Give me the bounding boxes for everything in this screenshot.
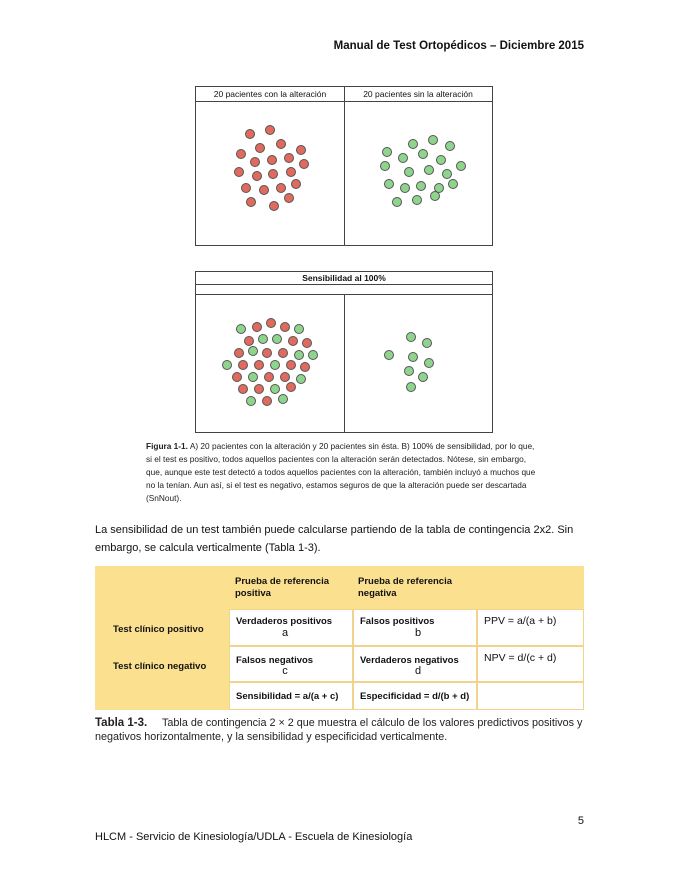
red-dot	[265, 125, 275, 135]
dot	[248, 346, 258, 356]
red-dot	[246, 197, 256, 207]
dot	[286, 360, 296, 370]
green-dot	[382, 147, 392, 157]
green-dot	[448, 179, 458, 189]
red-dot	[299, 159, 309, 169]
green-dot	[418, 149, 428, 159]
dot	[266, 318, 276, 328]
figure-a	[195, 86, 493, 246]
dot	[406, 382, 416, 392]
cell-vn	[353, 646, 477, 682]
dot	[278, 394, 288, 404]
dot	[262, 348, 272, 358]
cell-sensibilidad: Sensibilidad = a/(a + c)	[229, 682, 353, 710]
red-dot	[255, 143, 265, 153]
dot	[286, 382, 296, 392]
dot	[422, 338, 432, 348]
dot	[264, 372, 274, 382]
figure-b	[195, 271, 493, 433]
green-dot	[416, 181, 426, 191]
figure-caption-label: Figura 1-1.	[146, 441, 188, 451]
red-dot	[234, 167, 244, 177]
page-number: 5	[577, 815, 584, 827]
dot	[232, 372, 242, 382]
dot	[308, 350, 318, 360]
row-header-positive: Test clínico positivo	[113, 624, 204, 635]
red-dot	[269, 201, 279, 211]
dot	[418, 372, 428, 382]
dot	[270, 384, 280, 394]
red-dot	[241, 183, 251, 193]
green-dot	[412, 195, 422, 205]
cell-fp-label: Falsos positivos	[360, 616, 435, 627]
cell-fp	[353, 609, 477, 646]
contingency-table	[95, 566, 584, 710]
dot	[280, 372, 290, 382]
dot	[262, 396, 272, 406]
dot	[404, 366, 414, 376]
dot	[270, 360, 280, 370]
figure-b-title: Sensibilidad al 100%	[196, 272, 492, 285]
figure-b-divider	[344, 295, 345, 432]
green-dot	[384, 179, 394, 189]
dot	[278, 348, 288, 358]
cell-vp-letter: a	[281, 627, 289, 639]
red-dot	[291, 179, 301, 189]
dot	[248, 372, 258, 382]
cell-vn-label: Verdaderos negativos	[360, 655, 459, 666]
table-caption	[95, 716, 595, 744]
green-dot	[380, 161, 390, 171]
dot	[236, 324, 246, 334]
col-header-negative: Prueba de referencia negativa	[358, 576, 452, 599]
cell-vn-letter: d	[414, 665, 422, 677]
cell-fn-label: Falsos negativos	[236, 655, 314, 666]
dot	[294, 324, 304, 334]
cell-especificidad: Especificidad = d/(b + d)	[353, 682, 477, 710]
red-dot	[286, 167, 296, 177]
red-dot	[276, 139, 286, 149]
red-dot	[284, 153, 294, 163]
dot	[252, 322, 262, 332]
dot	[254, 360, 264, 370]
figure-a-right-label: 20 pacientes sin la alteración	[363, 89, 473, 99]
green-dot	[428, 135, 438, 145]
cell-fp-letter: b	[414, 627, 422, 639]
dot	[238, 360, 248, 370]
dot	[406, 332, 416, 342]
red-dot	[250, 157, 260, 167]
table-caption-label: Tabla 1-3.	[95, 717, 148, 729]
dot	[300, 362, 310, 372]
red-dot	[267, 155, 277, 165]
dot	[222, 360, 232, 370]
green-dot	[404, 167, 414, 177]
dot	[302, 338, 312, 348]
red-dot	[276, 183, 286, 193]
dot	[246, 396, 256, 406]
green-dot	[424, 165, 434, 175]
page-footer: HLCM - Servicio de Kinesiología/UDLA - Escuela de Kinesiología	[95, 831, 413, 843]
dot	[272, 334, 282, 344]
dot	[296, 374, 306, 384]
cell-npv: NPV = d/(c + d)	[477, 646, 584, 682]
page-header: Manual de Test Ortopédicos – Diciembre 2015	[333, 40, 584, 52]
cell-fn	[229, 646, 353, 682]
figure-caption	[146, 440, 536, 505]
green-dot	[392, 197, 402, 207]
col-header-positive: Prueba de referencia positiva	[235, 576, 329, 599]
row-header-negative: Test clínico negativo	[113, 661, 207, 672]
green-dot	[398, 153, 408, 163]
figure-b-gap	[196, 284, 492, 295]
body-paragraph: La sensibilidad de un test también puede calcularse partiendo de la tabla de contingencia 2x2. Sin embargo, se calcula verticalmente (Tabla 1-3).	[95, 524, 574, 554]
green-dot	[436, 155, 446, 165]
dot	[288, 336, 298, 346]
cell-vp-label: Verdaderos positivos	[236, 616, 333, 627]
green-dot	[456, 161, 466, 171]
green-dot	[408, 139, 418, 149]
figure-a-divider	[344, 87, 345, 245]
cell-empty	[477, 682, 584, 710]
red-dot	[284, 193, 294, 203]
dot	[384, 350, 394, 360]
red-dot	[236, 149, 246, 159]
dot	[244, 336, 254, 346]
dot	[254, 384, 264, 394]
dot	[280, 322, 290, 332]
dot	[294, 350, 304, 360]
green-dot	[400, 183, 410, 193]
cell-vp	[229, 609, 353, 646]
green-dot	[442, 169, 452, 179]
dot	[258, 334, 268, 344]
red-dot	[259, 185, 269, 195]
dot	[234, 348, 244, 358]
dot	[238, 384, 248, 394]
table-caption-text: Tabla de contingencia 2 × 2 que muestra el cálculo de los valores predictivos positivos y negativos horizontalmente, y la sensibilidad y especificidad verticalmente.	[95, 717, 583, 743]
cell-ppv: PPV = a/(a + b)	[477, 609, 584, 646]
figure-caption-text: A) 20 pacientes con la alteración y 20 pacientes sin ésta. B) 100% de sensibilidad, por lo que, si el test es positivo, todos aquellos pacientes con la alteración serán detectados. Nótese, sin embargo, que, aunque este test detectó a todos aquellos pacientes con la alteración, también incluyó a muchos que no la tenían. Aun así, si el test es negativo, estamos seguros de que la alteración puede ser descartada (SnNout).	[146, 441, 536, 503]
green-dot	[430, 191, 440, 201]
red-dot	[296, 145, 306, 155]
red-dot	[245, 129, 255, 139]
dot	[408, 352, 418, 362]
dot	[424, 358, 434, 368]
figure-a-left-label: 20 pacientes con la alteración	[213, 89, 327, 99]
cell-fn-letter: c	[282, 665, 288, 677]
green-dot	[445, 141, 455, 151]
red-dot	[252, 171, 262, 181]
red-dot	[268, 169, 278, 179]
